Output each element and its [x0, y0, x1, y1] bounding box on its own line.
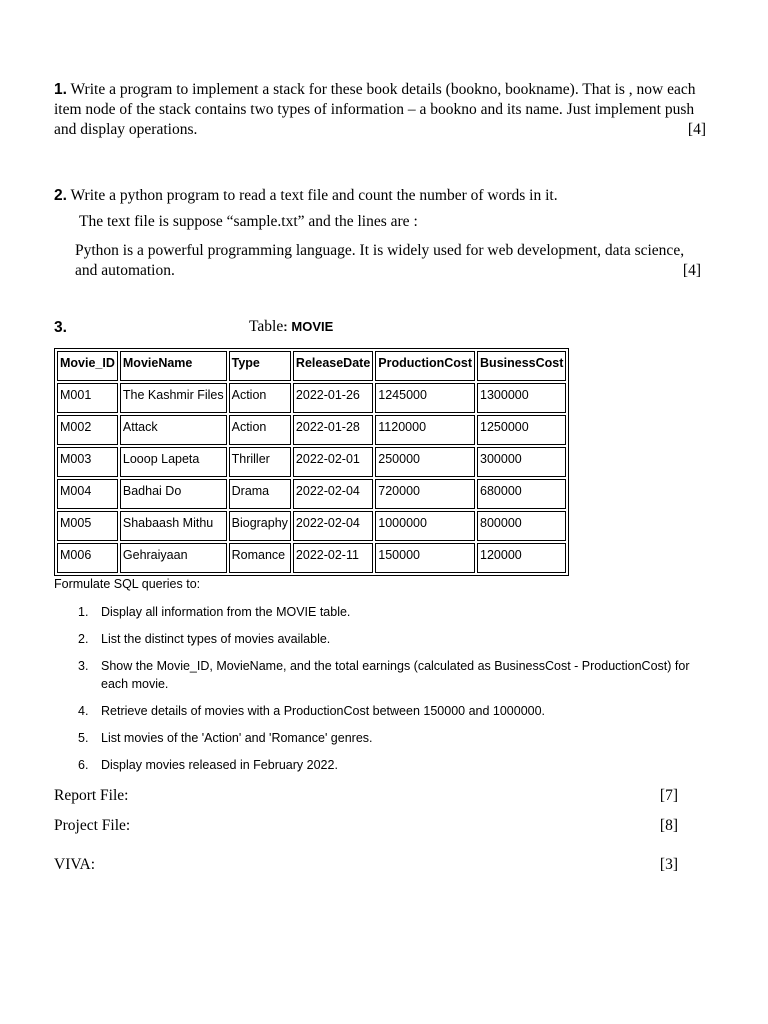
list-item-text: List movies of the 'Action' and 'Romance' genres.	[101, 731, 373, 745]
question-2-number: 2.	[54, 187, 67, 204]
report-file-label: Report File:	[54, 787, 129, 804]
table-cell: Badhai Do	[120, 479, 227, 509]
table-cell: M003	[57, 447, 118, 477]
list-item	[54, 729, 704, 747]
list-item-text: Display movies released in February 2022.	[101, 758, 338, 772]
viva-marks: [3]	[659, 856, 678, 873]
table-cell: Action	[229, 415, 291, 445]
movie-table	[54, 348, 569, 576]
report-file-line	[54, 786, 678, 806]
table-cell: 150000	[375, 543, 475, 573]
table-title-colon: :	[283, 319, 288, 334]
viva-label: VIVA:	[54, 856, 96, 873]
table-cell: 1245000	[375, 383, 475, 413]
table-cell: 2022-02-01	[293, 447, 373, 477]
table-cell: 2022-01-28	[293, 415, 373, 445]
column-header: MovieName	[120, 351, 227, 381]
table-row	[57, 447, 566, 477]
list-item-number: 2.	[78, 632, 89, 646]
question-1	[54, 80, 706, 140]
table-cell: M006	[57, 543, 118, 573]
question-3-number-wrap	[54, 318, 94, 338]
project-file-label: Project File:	[54, 817, 131, 834]
list-item-number: 5.	[78, 731, 89, 745]
table-title-name: MOVIE	[291, 319, 334, 334]
question-2-text: Write a python program to read a text file and count the number of words in it.	[70, 187, 558, 204]
table-cell: The Kashmir Files	[120, 383, 227, 413]
table-cell: 800000	[477, 511, 566, 541]
table-row	[57, 383, 566, 413]
list-item-text: Display all information from the MOVIE table.	[101, 605, 351, 619]
list-item-number: 6.	[78, 758, 89, 772]
project-file-marks: [8]	[659, 817, 678, 834]
question-2-content-text: Python is a powerful programming language. It is widely used for web development, data science, and automation.	[75, 242, 685, 279]
formulate-instruction: Formulate SQL queries to:	[54, 577, 201, 591]
table-cell: M002	[57, 415, 118, 445]
column-header: ReleaseDate	[293, 351, 373, 381]
table-cell: Drama	[229, 479, 291, 509]
list-item-text: List the distinct types of movies available.	[101, 632, 331, 646]
table-cell: 2022-02-04	[293, 479, 373, 509]
table-cell: Romance	[229, 543, 291, 573]
table-cell: Biography	[229, 511, 291, 541]
table-cell: 300000	[477, 447, 566, 477]
column-header: BusinessCost	[477, 351, 566, 381]
list-item-number: 4.	[78, 704, 89, 718]
table-cell: 720000	[375, 479, 475, 509]
list-item	[54, 657, 704, 693]
question-2-intro: The text file is suppose “sample.txt” and the lines are :	[79, 213, 418, 230]
table-cell: 1000000	[375, 511, 475, 541]
table-row	[57, 511, 566, 541]
list-item	[54, 630, 704, 648]
table-cell: Attack	[120, 415, 227, 445]
table-cell: Thriller	[229, 447, 291, 477]
column-header: Movie_ID	[57, 351, 118, 381]
table-cell: 1120000	[375, 415, 475, 445]
table-row	[57, 543, 566, 573]
sql-query-list	[54, 603, 704, 783]
table-cell: 2022-02-04	[293, 511, 373, 541]
list-item	[54, 603, 704, 621]
viva-line	[54, 855, 678, 875]
list-item-text: Retrieve details of movies with a ProductionCost between 150000 and 1000000.	[101, 704, 546, 718]
table-cell: M004	[57, 479, 118, 509]
project-file-line	[54, 816, 678, 836]
table-row	[57, 415, 566, 445]
table-title-label: Table	[249, 318, 284, 335]
table-cell: 1250000	[477, 415, 566, 445]
list-item-number: 1.	[78, 605, 89, 619]
question-2	[54, 186, 706, 281]
list-item-number: 3.	[78, 659, 89, 673]
table-cell: 2022-01-26	[293, 383, 373, 413]
list-item	[54, 702, 704, 720]
table-cell: Gehraiyaan	[120, 543, 227, 573]
list-item	[54, 756, 704, 774]
table-cell: M005	[57, 511, 118, 541]
table-cell: Action	[229, 383, 291, 413]
table-title	[249, 318, 333, 336]
column-header: ProductionCost	[375, 351, 475, 381]
question-1-number: 1.	[54, 81, 67, 98]
table-row	[57, 479, 566, 509]
table-cell: 1300000	[477, 383, 566, 413]
table-cell: 680000	[477, 479, 566, 509]
table-cell: 120000	[477, 543, 566, 573]
table-cell: 2022-02-11	[293, 543, 373, 573]
table-header-row	[57, 351, 566, 381]
report-file-marks: [7]	[659, 787, 678, 804]
table-cell: M001	[57, 383, 118, 413]
column-header: Type	[229, 351, 291, 381]
list-item-text: Show the Movie_ID, MovieName, and the total earnings (calculated as BusinessCost - ProductionCost) for each movie.	[101, 659, 690, 691]
question-1-text: Write a program to implement a stack for these book details (bookno, bookname). That is , now each item node of the stack contains two types of information – a bookno and its name. Just implement push and display operations.	[54, 81, 696, 138]
question-1-marks: [4]	[687, 121, 706, 138]
question-2-file-content	[75, 241, 701, 281]
question-3-number: 3.	[54, 319, 67, 336]
table-cell: Shabaash Mithu	[120, 511, 227, 541]
table-cell: 250000	[375, 447, 475, 477]
question-2-marks: [4]	[682, 262, 701, 279]
table-cell: Looop Lapeta	[120, 447, 227, 477]
